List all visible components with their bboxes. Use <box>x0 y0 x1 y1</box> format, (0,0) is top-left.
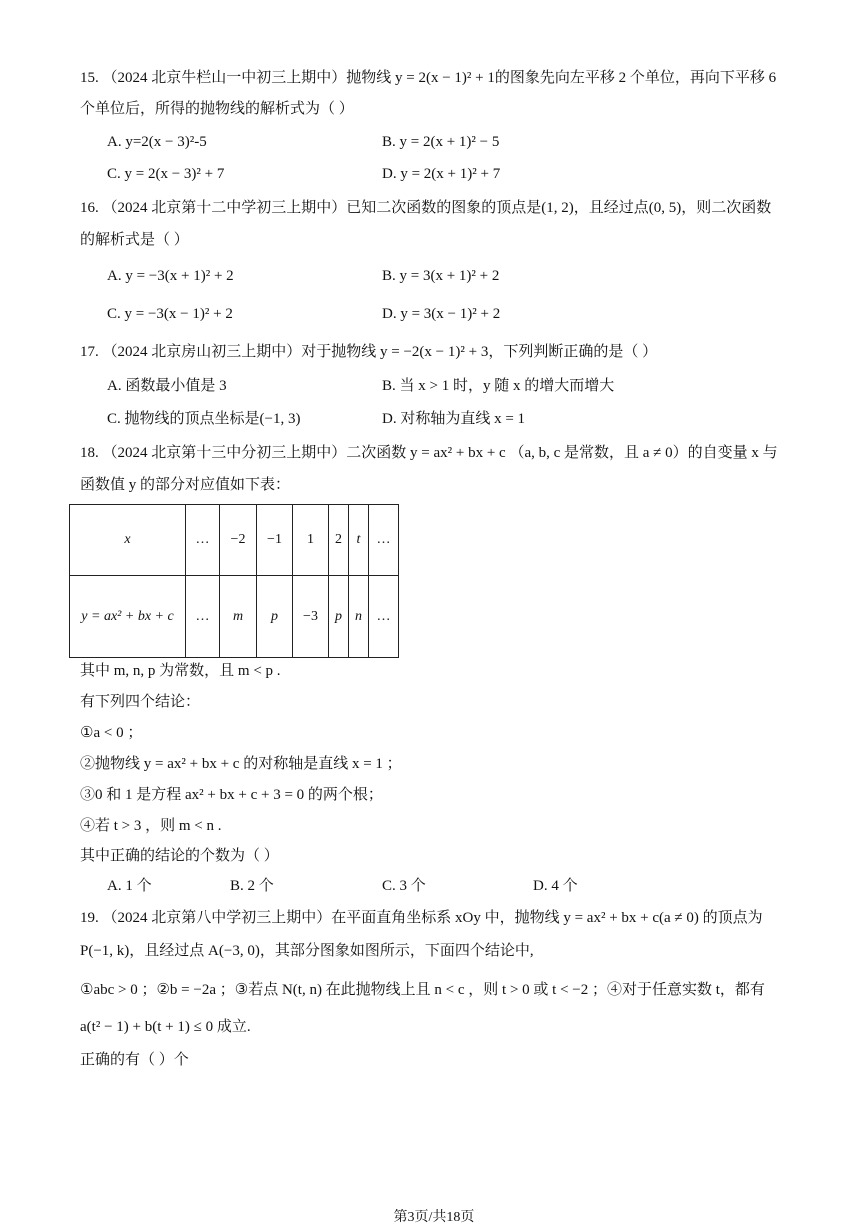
page-footer: 第3页/共18页 <box>393 1210 475 1225</box>
q19-stem-line2: P(−1, k)，且经过点 A(−3, 0)，其部分图象如图所示，下面四个结论中, <box>80 943 534 959</box>
q15-option-d: D. y = 2(x + 1)² + 7 <box>382 166 501 182</box>
table-row <box>70 505 399 576</box>
q16-option-a: A. y = −3(x + 1)² + 2 <box>107 268 234 284</box>
q18-conclusion-4: ④若 t > 3 ，则 m < n . <box>80 818 222 834</box>
q15-stem-line1: 15. （2024 北京牛栏山一中初三上期中）抛物线 y = 2(x − 1)² + 1的图象先向左平移 2 个单位，再向下平移 6 <box>80 70 777 86</box>
q15-option-c: C. y = 2(x − 3)² + 7 <box>107 166 225 182</box>
q18-option-a: A. 1 个 <box>107 878 152 894</box>
q17-option-d: D. 对称轴为直线 x = 1 <box>382 411 526 427</box>
q18-option-c: C. 3 个 <box>382 878 426 894</box>
q16-stem-line1: 16. （2024 北京第十二中学初三上期中）已知二次函数的图象的顶点是(1, 2)，且经过点(0, 5)，则二次函数 <box>80 200 772 216</box>
q19-ask: 正确的有（ ）个 <box>80 1052 189 1068</box>
table-cell: n <box>349 576 369 658</box>
q19-stem-line4: a(t² − 1) + b(t + 1) ≤ 0 成立. <box>80 1019 251 1035</box>
q16-option-d: D. y = 3(x − 1)² + 2 <box>382 306 501 322</box>
table-cell: … <box>369 505 399 576</box>
table-cell: 1 <box>293 505 329 576</box>
table-cell: −1 <box>257 505 293 576</box>
table-cell: y = ax² + bx + c <box>70 576 186 658</box>
q18-option-d: D. 4 个 <box>533 878 578 894</box>
q18-note: 其中 m, n, p 为常数，且 m < p . <box>80 663 281 679</box>
q18-ask: 其中正确的结论的个数为（ ） <box>80 848 279 864</box>
table-cell: m <box>220 576 257 658</box>
q19-stem-line3: ①abc > 0 ；②b = −2a ；③若点 N(t, n) 在此抛物线上且 n < c ，则 t > 0 或 t < −2 ；④对于任意实数 t，都有 <box>80 982 765 998</box>
q15-option-a: A. y=2(x − 3)²-5 <box>107 134 207 150</box>
q17-option-b: B. 当 x > 1 时，y 随 x 的增大而增大 <box>382 378 615 394</box>
table-cell: x <box>70 505 186 576</box>
table-cell: … <box>186 576 220 658</box>
q15-stem-line2: 个单位后，所得的抛物线的解析式为（ ） <box>80 101 354 117</box>
table-cell: … <box>186 505 220 576</box>
q17-option-c: C. 抛物线的顶点坐标是(−1, 3) <box>107 411 301 427</box>
q18-stem-line2: 函数值 y 的部分对应值如下表： <box>80 477 291 493</box>
q16-stem-line2: 的解析式是（ ） <box>80 232 189 248</box>
q18-option-b: B. 2 个 <box>230 878 274 894</box>
table-cell: 2 <box>329 505 349 576</box>
table-cell: p <box>329 576 349 658</box>
q17-stem-line1: 17. （2024 北京房山初三上期中）对于抛物线 y = −2(x − 1)² + 3，下列判断正确的是（ ） <box>80 344 658 360</box>
table-row <box>70 576 399 658</box>
table-cell: t <box>349 505 369 576</box>
value-table <box>69 504 399 658</box>
q19-stem-line1: 19. （2024 北京第八中学初三上期中）在平面直角坐标系 xOy 中，抛物线 y = ax² + bx + c(a ≠ 0) 的顶点为 <box>80 910 763 926</box>
table-cell: p <box>257 576 293 658</box>
table-cell: −3 <box>293 576 329 658</box>
q18-intro: 有下列四个结论： <box>80 694 201 710</box>
table-cell: … <box>369 576 399 658</box>
q18-conclusion-1: ①a < 0 ； <box>80 725 143 741</box>
q18-conclusion-3: ③0 和 1 是方程 ax² + bx + c + 3 = 0 的两个根； <box>80 787 383 803</box>
q15-option-b: B. y = 2(x + 1)² − 5 <box>382 134 500 150</box>
table-cell: −2 <box>220 505 257 576</box>
q16-option-b: B. y = 3(x + 1)² + 2 <box>382 268 500 284</box>
q18-stem-line1: 18. （2024 北京第十三中分初三上期中）二次函数 y = ax² + bx + c （a, b, c 是常数，且 a ≠ 0）的自变量 x 与 <box>80 445 778 461</box>
q16-option-c: C. y = −3(x − 1)² + 2 <box>107 306 233 322</box>
q17-option-a: A. 函数最小值是 3 <box>107 378 227 394</box>
q18-conclusion-2: ②抛物线 y = ax² + bx + c 的对称轴是直线 x = 1 ； <box>80 756 402 772</box>
